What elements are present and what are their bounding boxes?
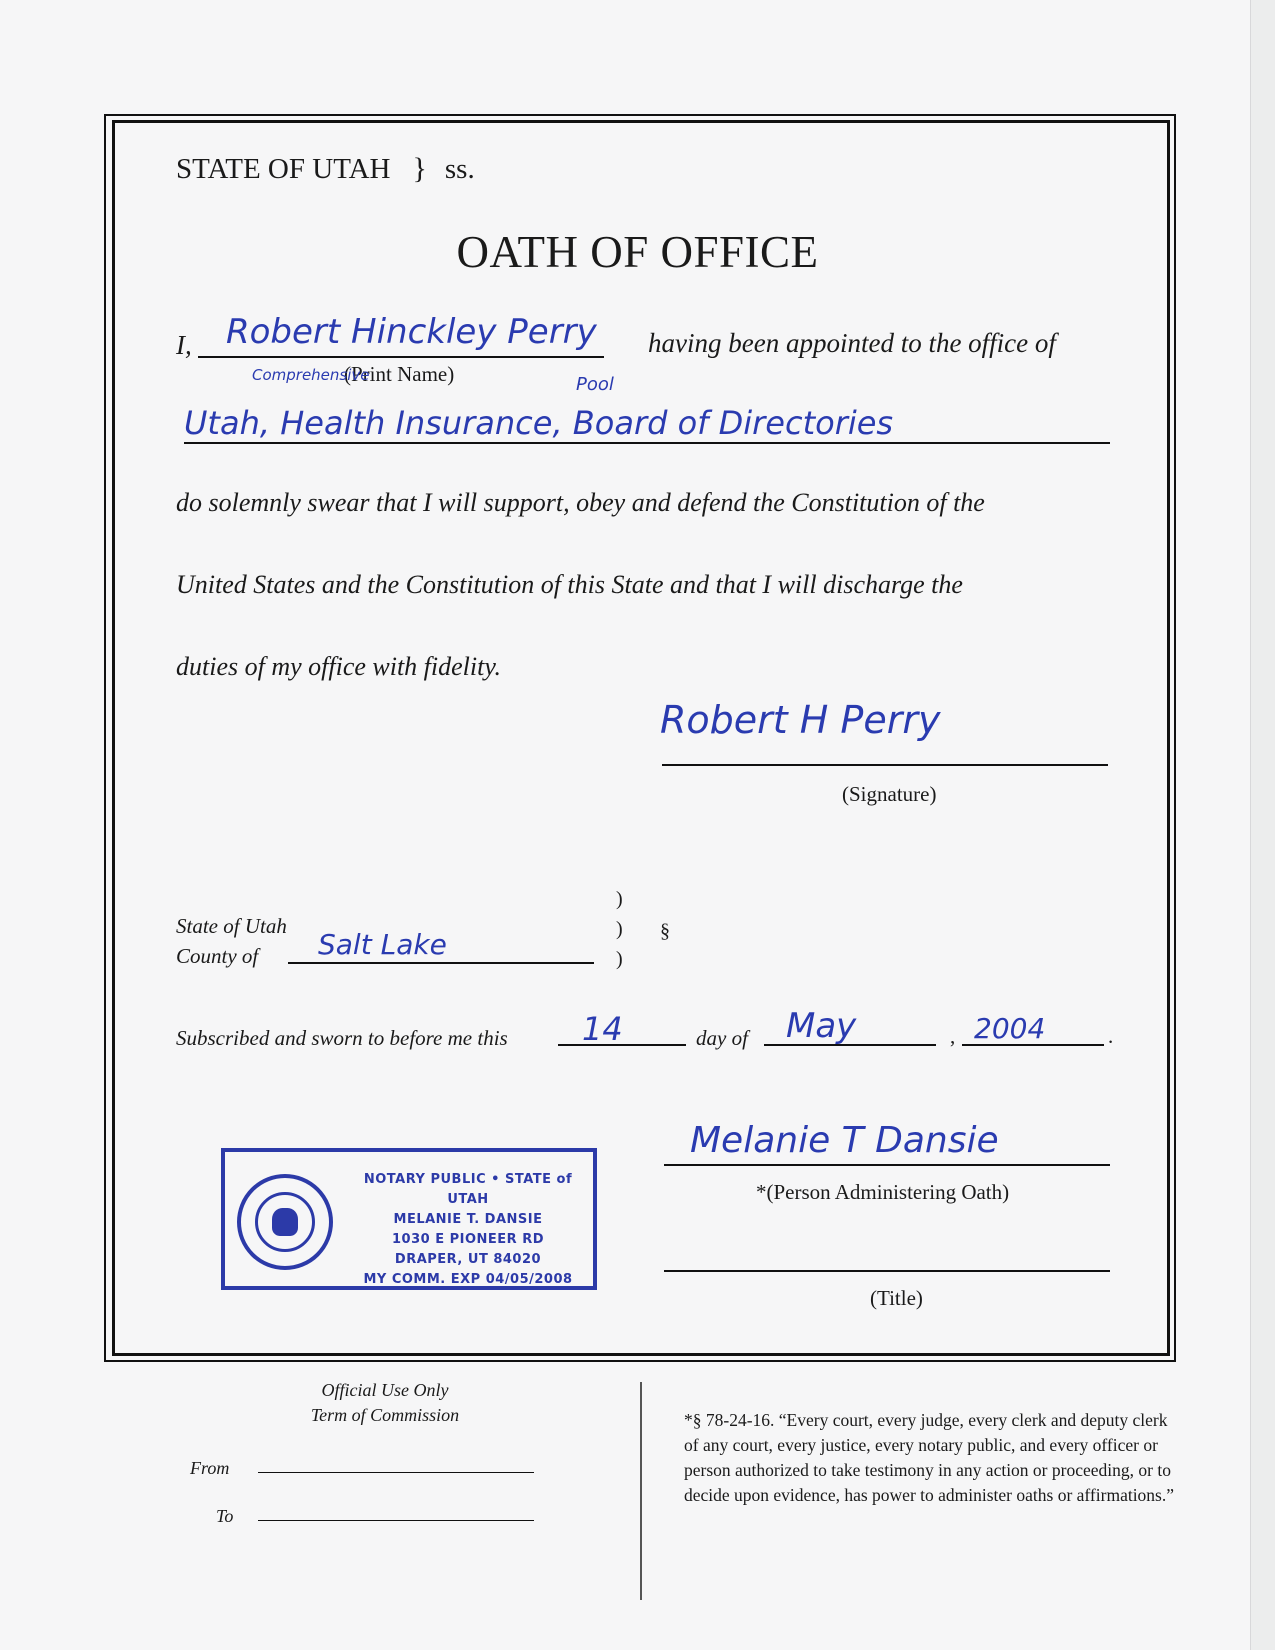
term-of-commission-label: Term of Commission [310, 1405, 460, 1425]
stamp-line-1: NOTARY PUBLIC • STATE of UTAH [363, 1172, 573, 1207]
notary-stamp-text [343, 1170, 593, 1290]
official-use-heading: Official Use Only [321, 1380, 449, 1400]
seal-emblem [272, 1208, 298, 1236]
stamp-line-5: MY COMM. EXP 04/05/2008 [363, 1272, 573, 1287]
stamp-line-2: MELANIE T. DANSIE [393, 1212, 543, 1227]
seal-inner-ring [255, 1192, 315, 1252]
subscribed-prefix: Subscribed and sworn to before me this [176, 1026, 508, 1050]
ss-label: ss. [444, 153, 475, 185]
statute-footnote: *§ 78-24-16. “Every court, every judge, every clerk and deputy clerk of any court, every justice, every notary public, and every officer or person authorized to take testimony in any action or proceeding, or to decide upon evidence, has power to administer oaths or affirmations.” [684, 1410, 1175, 1505]
state-of-utah-label: State of Utah [176, 914, 287, 938]
to-line[interactable] [258, 1520, 534, 1521]
page-title: OATH OF OFFICE [456, 227, 819, 277]
print-name-line [198, 356, 604, 358]
signature-label: (Signature) [842, 782, 937, 806]
paren-3: ) [616, 948, 623, 970]
year-value[interactable]: 2004 [974, 1012, 1046, 1045]
administering-signature-value[interactable]: Melanie T Dansie [690, 1120, 999, 1161]
period: . [1108, 1024, 1114, 1048]
county-line [288, 962, 594, 964]
column-divider [640, 1382, 642, 1600]
county-label: County of [176, 944, 259, 968]
from-label: From [190, 1458, 230, 1478]
print-name-label: (Print Name) [344, 362, 455, 386]
title-label: (Title) [870, 1286, 923, 1310]
day-value[interactable]: 14 [582, 1010, 623, 1048]
from-line[interactable] [258, 1472, 534, 1473]
i-label: I, [176, 330, 192, 360]
office-value[interactable]: Utah, Health Insurance, Board of Directories [184, 404, 894, 442]
appointed-text: having been appointed to the office of [648, 328, 1056, 358]
title-line [664, 1270, 1110, 1272]
state-heading [176, 152, 475, 186]
state-heading-text: STATE OF UTAH [176, 153, 391, 185]
oath-body-line-3: duties of my office with fidelity. [176, 652, 501, 681]
oath-signature-value[interactable]: Robert H Perry [660, 698, 941, 742]
official-use-block [240, 1378, 530, 1428]
stamp-line-4: DRAPER, UT 84020 [394, 1252, 542, 1267]
oath-body-line-1: do solemnly swear that I will support, obey and defend the Constitution of the [176, 488, 985, 517]
paren-2: ) [616, 918, 623, 940]
comma: , [950, 1024, 956, 1048]
administering-line [664, 1164, 1110, 1166]
brace-glyph: } [412, 152, 427, 185]
office-insert-pool: Pool [576, 374, 614, 395]
oath-body-line-2: United States and the Constitution of this State and that I will discharge the [176, 570, 963, 599]
county-value[interactable]: Salt Lake [318, 928, 447, 961]
office-line [184, 442, 1110, 444]
office-insert-comprehensive: Comprehensive [252, 366, 370, 384]
administering-label: *(Person Administering Oath) [756, 1180, 1010, 1204]
print-name-value[interactable]: Robert Hinckley Perry [226, 312, 597, 352]
section-symbol: § [660, 920, 670, 942]
month-value[interactable]: May [786, 1006, 857, 1046]
paren-1: ) [616, 888, 623, 910]
notary-stamp [221, 1148, 597, 1290]
signature-line [662, 764, 1108, 766]
to-label: To [216, 1506, 234, 1526]
stamp-line-3: 1030 E PIONEER RD [391, 1232, 544, 1247]
state-seal-icon [237, 1174, 333, 1270]
day-of-label: day of [696, 1026, 748, 1050]
